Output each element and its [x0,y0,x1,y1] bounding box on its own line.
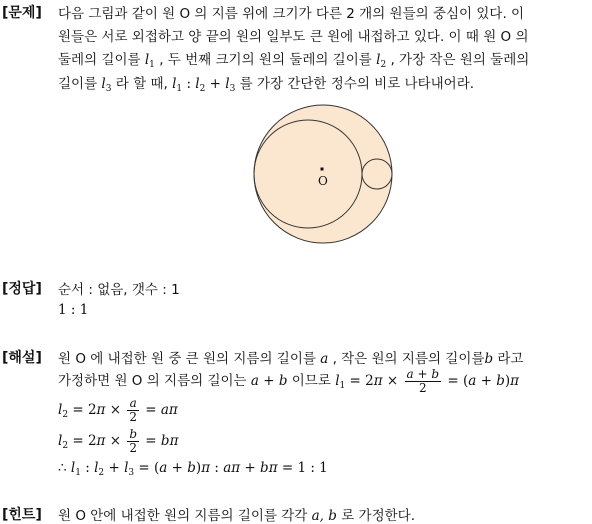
answer-tag: [정답] [2,281,42,297]
problem-line-2: 원들은 서로 외접하고 양 끝의 원의 일부도 큰 원에 내접하고 있다. 이 때 원 O 의 [58,29,529,45]
expr-a-plus-b: a + b [250,373,288,389]
solution-line-2 [58,368,519,395]
hint-text-b: 로 가정한다. [341,508,415,524]
circle-figure [250,100,400,250]
problem-line-1: 다음 그림과 같이 원 O 의 지름 위에 크기가 다른 2 개의 원들의 중심이 있다. 이 [58,6,525,22]
solution-text-2a: 가정하면 원 O 의 지름의 길이는 [58,373,247,389]
answer-line-1: 순서 : 없음, 갯수 : 1 [58,282,180,298]
eq-l2-a: $l_2 = 2\pi$ × $\frac{a}{2}$ = aπ [58,396,178,424]
solution-line-1 [58,347,523,367]
small-inner-circle [362,159,392,189]
eq-l1: $l_1 = 2\pi$ × $\frac{a + b}{2}$ = (a + b)π [335,367,519,395]
solution-text-1a: 원 O 에 내접한 원 중 큰 원의 지름의 길이를 [58,351,316,367]
var-a: a [320,351,329,367]
hint-vars: a, b [311,508,337,524]
var-b: b [484,351,494,367]
solution-text-1b: , 작은 원의 지름의 길이를 [332,351,485,367]
hint-text-a: 원 O 안에 내접한 원의 지름의 길이를 각각 [58,508,308,524]
hint-tag: [힌트] [2,507,42,523]
eq-l2-b: $l_2 = 2\pi$ × $\frac{b}{2}$ = bπ [58,427,179,455]
center-point [321,168,324,171]
problem-tag: [문제] [2,5,42,21]
solution-text-1c: 라고 [497,351,524,367]
eq-final: ∴ $l_1$ : $l_2 + l_3 = (a + b)\pi$ : aπ + bπ = 1 : 1 [58,460,328,478]
answer-line-2: 1 : 1 [58,302,89,318]
hint-line [58,504,415,524]
problem-line-4: 길이를 $l_3$ 라 할 때, $l_1$ : $l_2 + l_3$ 를 가장 간단한 정수의 비로 나타내어라. [58,76,475,94]
solution-text-2b: 이므로 [291,373,331,389]
problem-line-3: 둘레의 길이를 $l_1$ , 두 번째 크기의 원의 둘레의 길이를 $l_2$ , 가장 작은 원의 둘레의 [58,52,530,70]
solution-tag: [해설] [2,350,42,366]
center-label: O [318,174,328,188]
